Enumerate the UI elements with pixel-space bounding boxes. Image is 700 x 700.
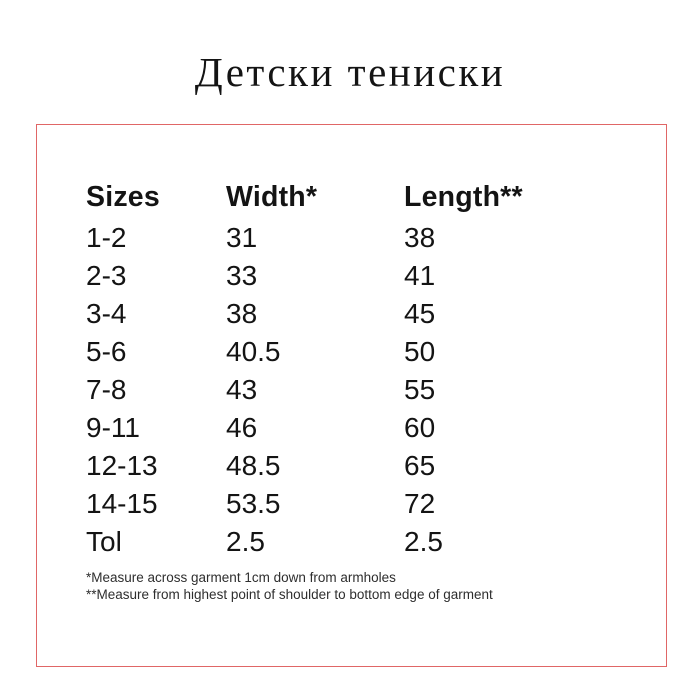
table-cell: 50: [404, 336, 436, 367]
table-header-row: [86, 178, 523, 216]
footnote-length: **Measure from highest point of shoulder to bottom edge of garment: [86, 586, 493, 602]
size-table-body: [86, 219, 523, 561]
table-cell: 43: [226, 374, 258, 405]
table-cell: Tol: [86, 526, 122, 557]
table-row: [86, 409, 523, 447]
table-cell: 48.5: [226, 450, 281, 481]
page-title: Детски тениски: [194, 49, 506, 95]
table-cell: 72: [404, 488, 436, 519]
table-cell: 40.5: [226, 336, 281, 367]
table-cell: 2-3: [86, 260, 127, 291]
footnotes: [86, 570, 493, 603]
table-cell: 53.5: [226, 488, 281, 519]
column-header-length: Length**: [404, 180, 523, 213]
table-cell: 45: [404, 298, 436, 329]
footnote-width: *Measure across garment 1cm down from armholes: [86, 570, 396, 585]
table-cell: 55: [404, 374, 436, 405]
table-row: [86, 371, 523, 409]
table-cell: 2.5: [226, 526, 265, 557]
table-cell: 9-11: [86, 412, 140, 443]
table-row: [86, 485, 523, 523]
table-cell: 41: [404, 260, 436, 291]
table-row: [86, 333, 523, 371]
table-row: [86, 523, 523, 561]
table-cell: 65: [404, 450, 436, 481]
table-cell: 12-13: [86, 450, 158, 481]
size-table: [86, 178, 523, 561]
table-cell: 31: [226, 222, 258, 253]
table-cell: 33: [226, 260, 258, 291]
table-cell: 2.5: [404, 526, 443, 557]
column-header-width: Width*: [226, 180, 318, 213]
column-header-sizes: Sizes: [86, 180, 160, 213]
table-row: [86, 257, 523, 295]
table-row: [86, 447, 523, 485]
table-cell: 38: [404, 222, 436, 253]
table-cell: 3-4: [86, 298, 127, 329]
table-row: [86, 219, 523, 257]
table-cell: 5-6: [86, 336, 127, 367]
table-cell: 7-8: [86, 374, 127, 405]
table-cell: 46: [226, 412, 258, 443]
table-cell: 14-15: [86, 488, 158, 519]
table-row: [86, 295, 523, 333]
table-cell: 38: [226, 298, 258, 329]
table-cell: 1-2: [86, 222, 127, 253]
size-chart-frame: [36, 124, 667, 667]
table-cell: 60: [404, 412, 436, 443]
